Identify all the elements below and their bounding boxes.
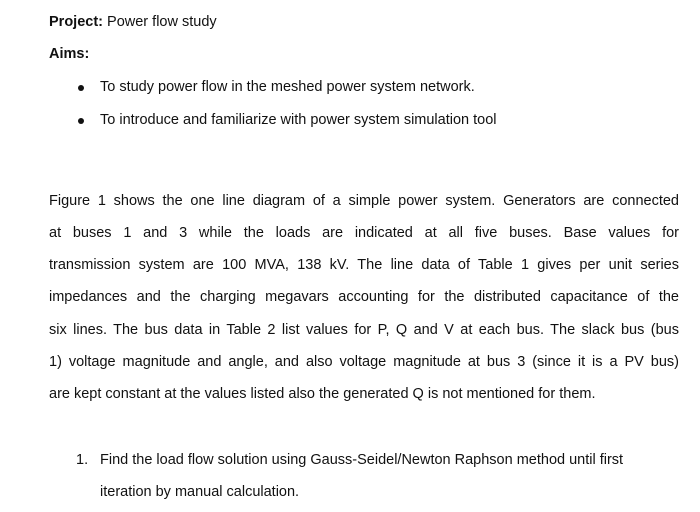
project-line [49,13,217,31]
paragraph-line: transmission system are 100 MVA, 138 kV. The line data of Table 1 gives per unit series [49,257,679,273]
task-line: iteration by manual calculation. [100,484,300,500]
bullet-icon [78,118,84,124]
project-value: Power flow study [107,14,217,30]
task-number: 1. [76,452,89,468]
project-label: Project: [49,14,103,30]
paragraph-line: impedances and the charging megavars accounting for the distributed capacitance of the [49,289,679,305]
aim-item: To introduce and familiarize with power system simulation tool [100,112,497,128]
paragraph-line: 1) voltage magnitude and angle, and also voltage magnitude at bus 3 (since it is a PV bus) [49,354,679,370]
aim-item: To study power flow in the meshed power system network. [100,79,475,95]
bullet-icon [78,85,84,91]
paragraph-line: are kept constant at the values listed also the generated Q is not mentioned for them. [49,386,596,402]
paragraph-line: six lines. The bus data in Table 2 list values for P, Q and V at each bus. The slack bus (bus [49,322,679,338]
paragraph-line: Figure 1 shows the one line diagram of a simple power system. Generators are connected [49,193,679,209]
paragraph-line: at buses 1 and 3 while the loads are indicated at all five buses. Base values for [49,225,679,241]
aims-heading: Aims: [49,46,90,62]
task-line: Find the load flow solution using Gauss-Seidel/Newton Raphson method until first [100,452,624,468]
